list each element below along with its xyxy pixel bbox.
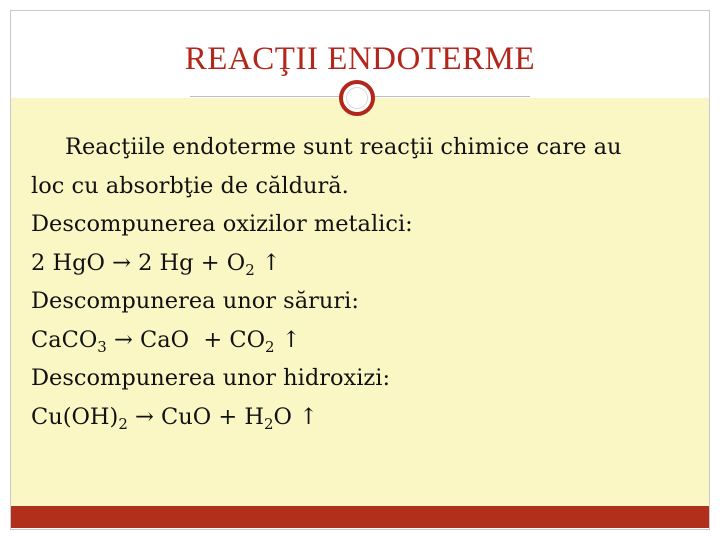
intro-line-2: loc cu absorbţie de căldură.: [31, 172, 349, 199]
section-heading-salts: Descompunerea unor săruri:: [31, 288, 359, 314]
slide-title: REACŢII ENDOTERME: [184, 41, 536, 77]
equation-oxides: 2 HgO → 2 $Hg + O_2$ ↑: [31, 249, 281, 279]
bottom-accent-bar: [11, 506, 709, 528]
equation-hydroxides: $Cu(OH)_2$ → CuO + $H_2O$ ↑: [31, 403, 318, 433]
section-heading-oxides: Descompunerea oxizilor metalici:: [31, 211, 413, 237]
content-area: [11, 98, 709, 506]
equation-salts: CaCO$_3$ → CaO + $CO_2$ ↑: [31, 326, 301, 356]
title-ring-ornament: [339, 80, 375, 116]
section-heading-hydroxides: Descompunerea unor hidroxizi:: [31, 365, 391, 391]
intro-line-1: Reacţiile endoterme sunt reacţii chimice care au: [65, 134, 622, 160]
slide-body: [31, 128, 696, 436]
